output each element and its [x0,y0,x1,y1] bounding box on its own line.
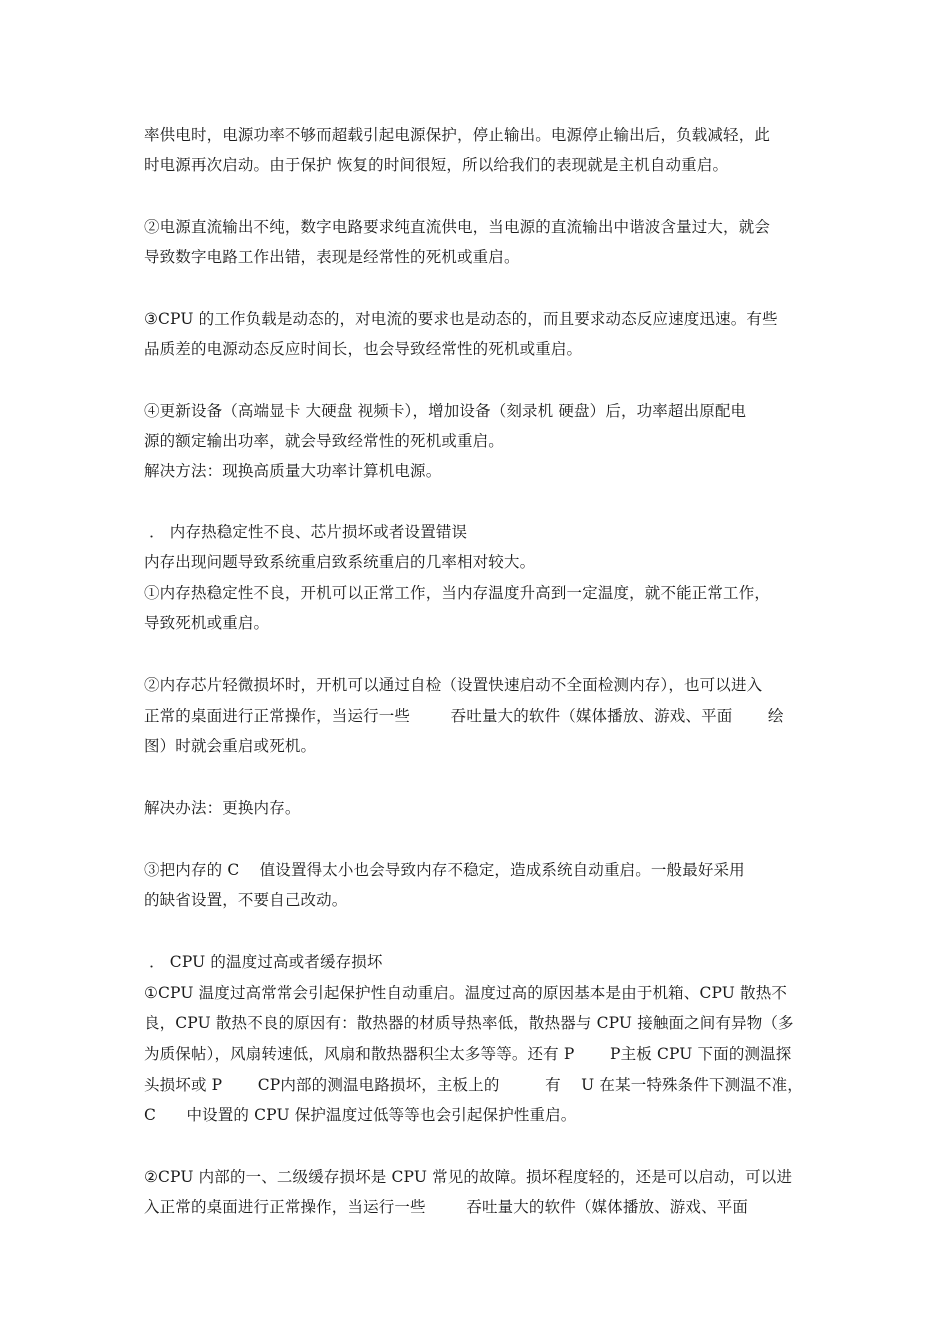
text-line: ②电源直流输出不纯，数字电路要求纯直流供电，当电源的直流输出中谐波含量过大，就会 [144,218,771,236]
text-line: 良，CPU 散热不良的原因有：散热器的材质导热率低，散热器与 CPU 接触面之间有异物（多 [144,1014,794,1032]
text-line: 时电源再次启动。由于保护 恢复的时间很短，所以给我们的表现就是主机自动重启。 [144,156,729,174]
text-line: 内存出现问题导致系统重启致系统重启的几率相对较大。 [144,553,536,571]
text-line: 源的额定输出功率，就会导致经常性的死机或重启。 [144,432,504,450]
text-line: ②CPU 内部的一、二级缓存损坏是 CPU 常见的故障。损坏程度轻的，还是可以启动，可以进 [144,1168,793,1186]
text-line: ③CPU 的工作负载是动态的，对电流的要求也是动态的，而且要求动态反应速度迅速。有些 [144,310,778,328]
section-heading: ． 内存热稳定性不良、芯片损坏或者设置错误 [144,523,468,541]
text-line: 率供电时，电源功率不够而超载引起电源保护，停止输出。电源停止输出后，负载减轻，此 [144,126,771,144]
text-line: 正常的桌面进行正常操作，当运行一些 吞吐量大的软件（媒体播放、游戏、平面 绘 [144,707,784,725]
text-line: C 中设置的 CPU 保护温度过低等等也会引起保护性重启。 [144,1106,577,1124]
text-line: ④更新设备（高端显卡 大硬盘 视频卡），增加设备（刻录机 硬盘）后，功率超出原配电 [144,402,747,420]
text-line: ②内存芯片轻微损坏时，开机可以通过自检（设置快速启动不全面检测内存），也可以进入 [144,676,763,694]
text-line: 头损坏或 P CP内部的测温电路损坏，主板上的 有 U 在某一特殊条件下测温不准， [144,1076,803,1094]
text-line: 为质保帖），风扇转速低，风扇和散热器积尘太多等等。还有 P P主板 CPU 下面的测温探 [144,1045,792,1063]
text-line: 解决办法：更换内存。 [144,799,301,817]
text-line: ③把内存的 C 值设置得太小也会导致内存不稳定，造成系统自动重启。一般最好采用 [144,861,745,879]
text-line: 导致死机或重启。 [144,614,270,632]
section-heading: ． CPU 的温度过高或者缓存损坏 [144,953,383,971]
text-line: 入正常的桌面进行正常操作，当运行一些 吞吐量大的软件（媒体播放、游戏、平面 [144,1198,749,1216]
text-line: 解决方法：现换高质量大功率计算机电源。 [144,462,442,480]
text-line: 导致数字电路工作出错，表现是经常性的死机或重启。 [144,248,520,266]
text-line: ①内存热稳定性不良，开机可以正常工作，当内存温度升高到一定温度，就不能正常工作， [144,584,771,602]
text-line: ①CPU 温度过高常常会引起保护性自动重启。温度过高的原因基本是由于机箱、CPU 散热不 [144,984,788,1002]
text-line: 图）时就会重启或死机。 [144,737,317,755]
text-line: 品质差的电源动态反应时间长，也会导致经常性的死机或重启。 [144,340,583,358]
text-line: 的缺省设置，不要自己改动。 [144,891,348,909]
